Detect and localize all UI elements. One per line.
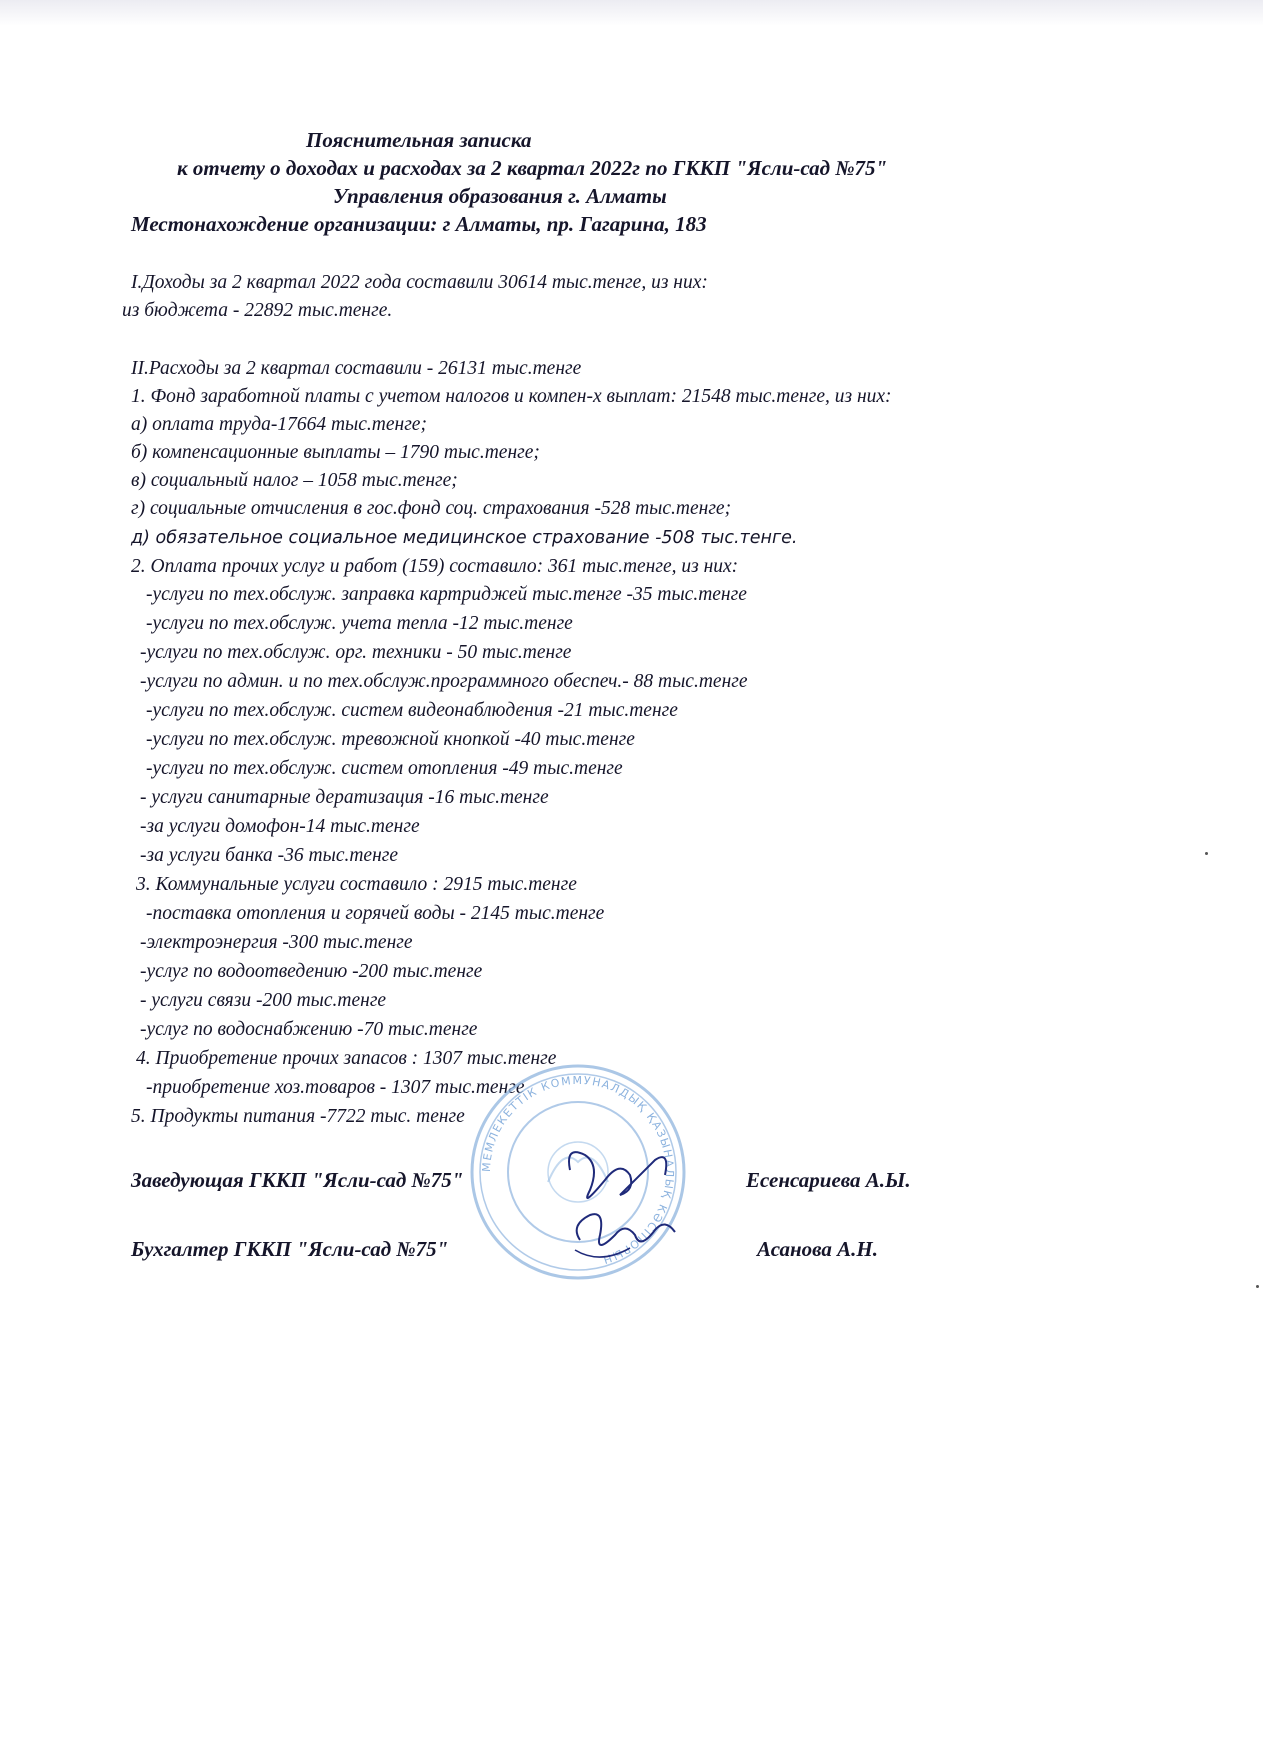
utilities-item: -услуг по водоотведению -200 тыс.тенге [140, 961, 483, 982]
utilities-heading: 3. Коммунальные услуги составило : 2915 тыс.тенге [136, 874, 577, 895]
payroll-item: б) компенсационные выплаты – 1790 тыс.тенге; [131, 442, 540, 463]
doc-title: Пояснительная записка [306, 128, 532, 152]
food-line: 5. Продукты питания -7722 тыс. тенге [131, 1106, 465, 1127]
utilities-item: -электроэнергия -300 тыс.тенге [140, 932, 413, 953]
accountant-title: Бухгалтер ГККП "Ясли-сад №75" [131, 1237, 449, 1261]
head-name: Есенсариева А.Ы. [746, 1168, 911, 1192]
payroll-item: г) социальные отчисления в гос.фонд соц. страхования -528 тыс.тенге; [131, 498, 732, 519]
services-item: -услуги по админ. и по тех.обслуж.программного обеспеч.- 88 тыс.тенге [140, 671, 748, 692]
services-item: -услуги по тех.обслуж. систем отопления -49 тыс.тенге [146, 758, 623, 779]
scan-speck [1256, 1285, 1259, 1288]
doc-subtitle: к отчету о доходах и расходах за 2 квартал 2022г по ГККП "Ясли-сад №75" [177, 156, 888, 180]
services-item: - услуги санитарные дератизация -16 тыс.тенге [140, 787, 549, 808]
payroll-item: д) обязательное социальное медицинское страхование -508 тыс.тенге. [131, 528, 798, 548]
scan-speck [1205, 852, 1208, 855]
supplies-heading: 4. Приобретение прочих запасов : 1307 тыс.тенге [136, 1048, 557, 1069]
stamp-text: МЕМЛЕКЕТТІК КОММУНАЛДЫҚ ҚАЗЫНАЛЫҚ КӘСІПОРЫН [479, 1073, 677, 1267]
services-heading: 2. Оплата прочих услуг и работ (159) составило: 361 тыс.тенге, из них: [131, 556, 739, 577]
income-budget: из бюджета - 22892 тыс.тенге. [122, 300, 393, 321]
utilities-item: -услуг по водоснабжению -70 тыс.тенге [140, 1019, 478, 1040]
services-item: -услуги по тех.обслуж. учета тепла -12 тыс.тенге [146, 613, 573, 634]
payroll-item: а) оплата труда-17664 тыс.тенге; [131, 414, 427, 435]
supplies-item: -приобретение хоз.товаров - 1307 тыс.тенге [146, 1077, 525, 1098]
expenses-total: II.Расходы за 2 квартал составили - 26131 тыс.тенге [131, 358, 582, 379]
doc-department: Управления образования г. Алматы [333, 184, 667, 208]
head-title: Заведующая ГККП "Ясли-сад №75" [131, 1168, 464, 1192]
services-item: -услуги по тех.обслуж. орг. техники - 50 тыс.тенге [140, 642, 572, 663]
services-item: -за услуги банка -36 тыс.тенге [140, 845, 399, 866]
utilities-item: - услуги связи -200 тыс.тенге [140, 990, 387, 1011]
services-item: -услуги по тех.обслуж. систем видеонаблюдения -21 тыс.тенге [146, 700, 678, 721]
income-total: I.Доходы за 2 квартал 2022 года составили 30614 тыс.тенге, из них: [131, 272, 708, 293]
accountant-name: Асанова А.Н. [757, 1237, 878, 1261]
services-item: -услуги по тех.обслуж. тревожной кнопкой -40 тыс.тенге [146, 729, 635, 750]
services-item: -услуги по тех.обслуж. заправка картриджей тыс.тенге -35 тыс.тенге [146, 584, 747, 605]
doc-location: Местонахождение организации: г Алматы, пр. Гагарина, 183 [131, 212, 707, 236]
payroll-item: в) социальный налог – 1058 тыс.тенге; [131, 470, 458, 491]
services-item: -за услуги домофон-14 тыс.тенге [140, 816, 420, 837]
signature-scribble [560, 1140, 690, 1290]
payroll-heading: 1. Фонд заработной платы с учетом налогов и компен-х выплат: 21548 тыс.тенге, из них: [131, 386, 892, 407]
utilities-item: -поставка отопления и горячей воды - 2145 тыс.тенге [146, 903, 605, 924]
